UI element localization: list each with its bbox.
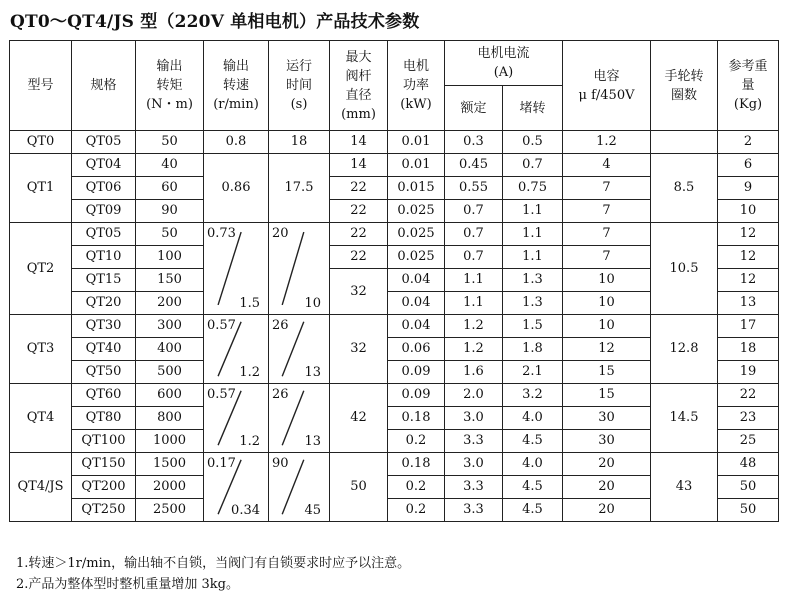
cell-stem: 22	[330, 246, 388, 269]
cell-weight: 17	[718, 315, 779, 338]
header-power-line-3: (kW)	[400, 97, 432, 112]
cell-speed-range	[204, 315, 269, 384]
cell-torque: 600	[136, 384, 204, 407]
cell-time-range-min: 45	[304, 503, 321, 518]
cell-time: 18	[269, 131, 330, 154]
header-time	[269, 41, 330, 131]
cell-time: 17.5	[269, 154, 330, 223]
notes	[16, 553, 410, 595]
header-current-line-1: 电机电流	[477, 46, 530, 61]
header-rated-label: 额定	[460, 100, 487, 116]
cell-weight: 23	[718, 407, 779, 430]
cell-speed-range-max: 0.57	[207, 387, 236, 402]
header-weight-line-1: 参考重	[728, 59, 768, 74]
cell-spec: QT20	[72, 292, 136, 315]
cell-capacitor: 20	[563, 499, 651, 522]
cell-torque: 50	[136, 131, 204, 154]
cell-rated-current: 0.7	[445, 246, 503, 269]
cell-weight: 10	[718, 200, 779, 223]
cell-capacitor: 4	[563, 154, 651, 177]
header-weight-line-2: 量	[741, 78, 755, 93]
cell-handwheel: 43	[651, 453, 718, 522]
cell-time-range-min: 10	[304, 296, 321, 311]
cell-power: 0.18	[388, 453, 445, 476]
cell-power: 0.09	[388, 384, 445, 407]
cell-power: 0.06	[388, 338, 445, 361]
cell-power: 0.04	[388, 315, 445, 338]
cell-torque: 90	[136, 200, 204, 223]
cell-weight: 2	[718, 131, 779, 154]
header-current-line-2: (A)	[493, 65, 514, 80]
cell-stall-current: 4.5	[503, 499, 563, 522]
cell-power: 0.18	[388, 407, 445, 430]
header-speed-line-1: 输出	[222, 59, 249, 74]
cell-time-range	[269, 223, 330, 315]
header-stall-label: 堵转	[519, 100, 546, 116]
cell-capacitor: 15	[563, 384, 651, 407]
cell-handwheel: 12.8	[651, 315, 718, 384]
cell-torque: 2000	[136, 476, 204, 499]
cell-speed: 0.8	[204, 131, 269, 154]
cell-rated-current: 2.0	[445, 384, 503, 407]
cell-spec: QT50	[72, 361, 136, 384]
header-spec	[72, 41, 136, 131]
cell-power: 0.015	[388, 177, 445, 200]
cell-speed-range-max: 0.17	[207, 456, 236, 471]
cell-torque: 150	[136, 269, 204, 292]
cell-speed-range-min: 1.2	[239, 365, 260, 380]
cell-stem: 22	[330, 223, 388, 246]
cell-capacitor: 10	[563, 292, 651, 315]
cell-weight: 50	[718, 476, 779, 499]
cell-model: QT4/JS	[10, 453, 72, 522]
header-stem-line-4: (mm)	[341, 106, 376, 122]
cell-stall-current: 4.5	[503, 476, 563, 499]
cell-model: QT2	[10, 223, 72, 315]
header-model	[10, 41, 72, 131]
header-time-line-2: 时间	[285, 78, 312, 93]
cell-power: 0.025	[388, 200, 445, 223]
cell-stem: 22	[330, 177, 388, 200]
cell-weight: 22	[718, 384, 779, 407]
cell-model: QT1	[10, 154, 72, 223]
cell-spec: QT06	[72, 177, 136, 200]
spec-table	[9, 40, 779, 522]
header-time-line-1: 运行	[285, 59, 312, 74]
cell-weight: 6	[718, 154, 779, 177]
cell-stem: 22	[330, 200, 388, 223]
header-power	[388, 41, 445, 131]
cell-stall-current: 1.1	[503, 246, 563, 269]
cell-speed-range-max: 0.73	[207, 226, 236, 241]
cell-power: 0.2	[388, 430, 445, 453]
header-power-line-2: 功率	[402, 78, 429, 93]
table-row	[10, 131, 779, 154]
cell-rated-current: 0.45	[445, 154, 503, 177]
cell-spec: QT100	[72, 430, 136, 453]
cell-rated-current: 3.0	[445, 407, 503, 430]
cell-capacitor: 10	[563, 269, 651, 292]
cell-stall-current: 2.1	[503, 361, 563, 384]
cell-stem: 14	[330, 154, 388, 177]
cell-spec: QT250	[72, 499, 136, 522]
cell-stem: 42	[330, 384, 388, 453]
cell-rated-current: 1.2	[445, 315, 503, 338]
header-capacitor-line-2: μ f/450V	[578, 87, 635, 103]
cell-handwheel: 10.5	[651, 223, 718, 315]
header-stem-line-2: 阀杆	[345, 68, 372, 84]
cell-rated-current: 0.7	[445, 223, 503, 246]
cell-spec: QT04	[72, 154, 136, 177]
cell-handwheel: 14.5	[651, 384, 718, 453]
cell-time-range	[269, 315, 330, 384]
header-current	[445, 41, 563, 86]
cell-time-range-max: 90	[272, 456, 289, 471]
cell-rated-current: 0.7	[445, 200, 503, 223]
cell-model: QT4	[10, 384, 72, 453]
header-speed	[204, 41, 269, 131]
cell-time-range	[269, 384, 330, 453]
cell-model: QT3	[10, 315, 72, 384]
cell-spec: QT150	[72, 453, 136, 476]
cell-torque: 200	[136, 292, 204, 315]
cell-speed-range-min: 1.5	[239, 296, 260, 311]
cell-rated-current: 1.1	[445, 292, 503, 315]
cell-rated-current: 3.3	[445, 499, 503, 522]
cell-rated-current: 3.3	[445, 430, 503, 453]
header-stem-line-3: 直径	[345, 87, 372, 103]
header-weight	[718, 41, 779, 131]
cell-time-range-min: 13	[304, 365, 321, 380]
cell-handwheel: 8.5	[651, 154, 718, 223]
cell-speed-range-min: 0.34	[231, 503, 260, 518]
cell-capacitor: 7	[563, 177, 651, 200]
header-stem	[330, 41, 388, 131]
cell-time-range-min: 13	[304, 434, 321, 449]
cell-speed-range-min: 1.2	[239, 434, 260, 449]
cell-torque: 60	[136, 177, 204, 200]
cell-weight: 18	[718, 338, 779, 361]
cell-capacitor: 7	[563, 200, 651, 223]
cell-spec: QT05	[72, 223, 136, 246]
header-spec-label: 规格	[90, 78, 117, 93]
cell-capacitor: 20	[563, 476, 651, 499]
cell-torque: 2500	[136, 499, 204, 522]
table-body	[10, 131, 779, 522]
cell-power: 0.2	[388, 499, 445, 522]
note-2: 2.产品为整体型时整机重量增加 3kg。	[16, 577, 240, 592]
cell-capacitor: 15	[563, 361, 651, 384]
cell-capacitor: 10	[563, 315, 651, 338]
cell-spec: QT60	[72, 384, 136, 407]
cell-handwheel	[651, 131, 718, 154]
cell-stall-current: 4.5	[503, 430, 563, 453]
cell-stall-current: 1.1	[503, 223, 563, 246]
header-weight-line-3: (Kg)	[733, 97, 763, 112]
cell-stall-current: 1.3	[503, 269, 563, 292]
cell-weight: 13	[718, 292, 779, 315]
cell-stall-current: 4.0	[503, 453, 563, 476]
cell-time-range-max: 20	[272, 226, 289, 241]
cell-rated-current: 1.1	[445, 269, 503, 292]
cell-spec: QT80	[72, 407, 136, 430]
header-model-label: 型号	[27, 78, 54, 93]
cell-torque: 1500	[136, 453, 204, 476]
header-torque	[136, 41, 204, 131]
cell-torque: 50	[136, 223, 204, 246]
cell-stem: 14	[330, 131, 388, 154]
cell-rated-current: 1.2	[445, 338, 503, 361]
cell-power: 0.04	[388, 292, 445, 315]
header-stall	[503, 86, 563, 131]
cell-torque: 100	[136, 246, 204, 269]
header-handwheel	[651, 41, 718, 131]
cell-power: 0.04	[388, 269, 445, 292]
cell-stem: 32	[330, 269, 388, 315]
cell-torque: 800	[136, 407, 204, 430]
cell-spec: QT30	[72, 315, 136, 338]
cell-spec: QT10	[72, 246, 136, 269]
table-row	[10, 315, 779, 338]
header-capacitor-line-1: 电容	[593, 68, 620, 84]
cell-rated-current: 0.3	[445, 131, 503, 154]
header-power-line-1: 电机	[402, 59, 429, 74]
cell-spec: QT40	[72, 338, 136, 361]
cell-speed-range	[204, 384, 269, 453]
cell-capacitor: 7	[563, 223, 651, 246]
cell-speed-range-max: 0.57	[207, 318, 236, 333]
header-capacitor	[563, 41, 651, 131]
cell-time-range	[269, 453, 330, 522]
cell-weight: 48	[718, 453, 779, 476]
cell-power: 0.025	[388, 246, 445, 269]
cell-stem: 50	[330, 453, 388, 522]
cell-capacitor: 30	[563, 430, 651, 453]
cell-stall-current: 1.8	[503, 338, 563, 361]
cell-stall-current: 1.1	[503, 200, 563, 223]
header-handwheel-line-2: 圈数	[670, 87, 697, 103]
cell-stem: 32	[330, 315, 388, 384]
cell-rated-current: 0.55	[445, 177, 503, 200]
cell-time-range-max: 26	[272, 318, 289, 333]
cell-capacitor: 20	[563, 453, 651, 476]
cell-spec: QT05	[72, 131, 136, 154]
table-row	[10, 223, 779, 246]
cell-stall-current: 4.0	[503, 407, 563, 430]
cell-spec: QT200	[72, 476, 136, 499]
cell-rated-current: 1.6	[445, 361, 503, 384]
cell-torque: 400	[136, 338, 204, 361]
cell-stall-current: 1.5	[503, 315, 563, 338]
header-torque-line-1: 输出	[156, 59, 183, 74]
cell-stall-current: 0.75	[503, 177, 563, 200]
cell-spec: QT09	[72, 200, 136, 223]
header-rated	[445, 86, 503, 131]
cell-weight: 9	[718, 177, 779, 200]
cell-power: 0.025	[388, 223, 445, 246]
cell-torque: 40	[136, 154, 204, 177]
cell-rated-current: 3.3	[445, 476, 503, 499]
cell-capacitor: 1.2	[563, 131, 651, 154]
cell-stall-current: 0.7	[503, 154, 563, 177]
cell-capacitor: 30	[563, 407, 651, 430]
header-stem-line-1: 最大	[345, 49, 372, 65]
note-1: 1.转速＞1r/min，输出轴不自锁，当阀门有自锁要求时应予以注意。	[16, 556, 411, 571]
cell-torque: 300	[136, 315, 204, 338]
cell-power: 0.09	[388, 361, 445, 384]
cell-speed-range	[204, 453, 269, 522]
header-speed-line-2: 转速	[222, 78, 249, 93]
cell-speed: 0.86	[204, 154, 269, 223]
cell-stall-current: 0.5	[503, 131, 563, 154]
cell-spec: QT15	[72, 269, 136, 292]
cell-model: QT0	[10, 131, 72, 154]
header-torque-line-2: 转矩	[156, 78, 183, 93]
cell-weight: 12	[718, 246, 779, 269]
cell-torque: 1000	[136, 430, 204, 453]
cell-weight: 25	[718, 430, 779, 453]
header-torque-line-3: (N・m)	[146, 97, 193, 112]
table-row	[10, 154, 779, 177]
table-row	[10, 453, 779, 476]
cell-stall-current: 1.3	[503, 292, 563, 315]
cell-stall-current: 3.2	[503, 384, 563, 407]
cell-weight: 12	[718, 269, 779, 292]
cell-power: 0.2	[388, 476, 445, 499]
cell-time-range-max: 26	[272, 387, 289, 402]
cell-power: 0.01	[388, 131, 445, 154]
cell-weight: 12	[718, 223, 779, 246]
cell-power: 0.01	[388, 154, 445, 177]
header-speed-line-3: (r/min)	[213, 97, 259, 112]
cell-weight: 50	[718, 499, 779, 522]
cell-capacitor: 7	[563, 246, 651, 269]
cell-rated-current: 3.0	[445, 453, 503, 476]
cell-capacitor: 12	[563, 338, 651, 361]
header-time-line-3: (s)	[290, 97, 308, 112]
table-row	[10, 384, 779, 407]
header-handwheel-line-1: 手轮转	[664, 68, 704, 84]
cell-weight: 19	[718, 361, 779, 384]
cell-speed-range	[204, 223, 269, 315]
cell-torque: 500	[136, 361, 204, 384]
page-title: QT0～QT4/JS 型（220V 单相电机）产品技术参数	[10, 12, 420, 32]
